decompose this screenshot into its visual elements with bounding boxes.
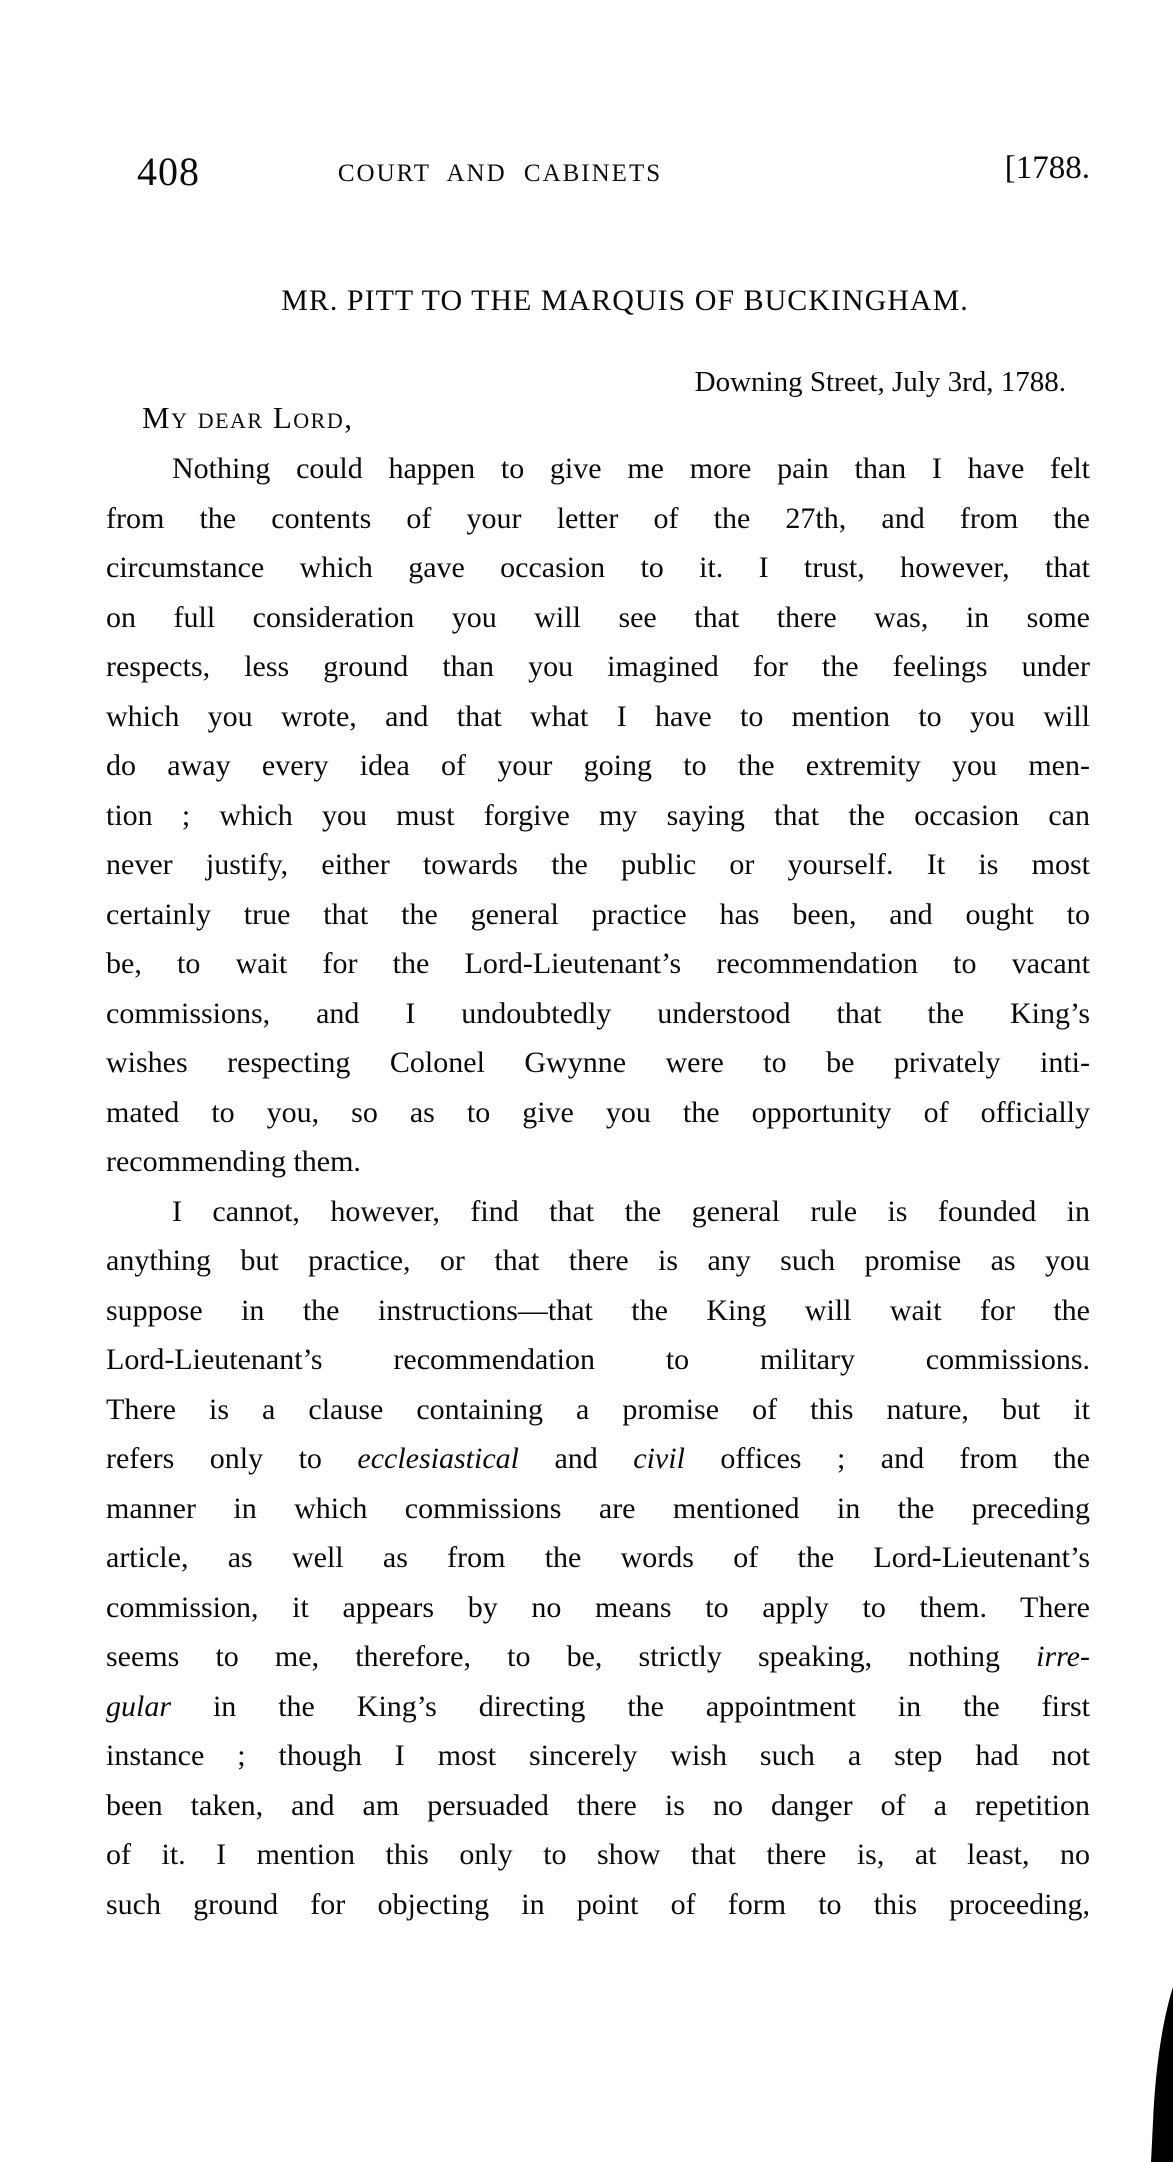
text-line: recommending them. bbox=[106, 1145, 361, 1178]
text-line: circumstance which gave occasion to it. I trust, however, that bbox=[106, 551, 1090, 584]
running-title: COURT AND CABINETS bbox=[337, 160, 663, 187]
text-line: commissions, and I undoubtedly understood that the King’s bbox=[106, 996, 1090, 1030]
year-marker: [1788. bbox=[1004, 150, 1090, 186]
text-line: suppose in the instructions—that the King will wait for the bbox=[106, 1293, 1090, 1327]
text-line: wishes respecting Colonel Gwynne were to be privately inti- bbox=[106, 1046, 1090, 1079]
text-line: do away every idea of your going to the extremity you men- bbox=[106, 749, 1090, 782]
page-number: 408 bbox=[137, 149, 200, 194]
letter-body bbox=[106, 444, 1090, 1929]
text-line: from the contents of your letter of the 27th, and from the bbox=[106, 501, 1090, 535]
text-line: Nothing could happen to give me more pain than I have felt bbox=[172, 452, 1090, 485]
text-line: been taken, and am persuaded there is no danger of a repetition bbox=[106, 1788, 1090, 1822]
text-line: instance ; though I most sincerely wish such a step had not bbox=[106, 1739, 1090, 1772]
text-line: commission, it appears by no means to apply to them. There bbox=[106, 1590, 1090, 1624]
text-line: which you wrote, and that what I have to mention to you will bbox=[106, 699, 1090, 733]
text-column bbox=[106, 0, 1090, 2162]
text-line: such ground for objecting in point of form to this proceeding, bbox=[106, 1887, 1090, 1921]
letter-dateline: Downing Street, July 3rd, 1788. bbox=[694, 366, 1066, 398]
text-line: never justify, either towards the public or yourself. It is most bbox=[106, 848, 1090, 881]
text-line: tion ; which you must forgive my saying that the occasion can bbox=[106, 798, 1090, 832]
text-line: on full consideration you will see that there was, in some bbox=[106, 600, 1090, 634]
letter-heading: MR. PITT TO THE MARQUIS OF BUCKINGHAM. bbox=[281, 284, 969, 317]
text-line: mated to you, so as to give you the opportunity of officially bbox=[106, 1095, 1090, 1129]
text-line: certainly true that the general practice has been, and ought to bbox=[106, 897, 1090, 931]
text-line: be, to wait for the Lord-Lieutenant’s recommendation to vacant bbox=[106, 947, 1090, 980]
text-line: article, as well as from the words of the Lord-Lieutenant’s bbox=[106, 1541, 1090, 1574]
text-line: Lord-Lieutenant’s recommendation to military commissions. bbox=[106, 1343, 1090, 1376]
text-line: anything but practice, or that there is any such promise as you bbox=[106, 1244, 1090, 1277]
text-line: seems to me, therefore, to be, strictly speaking, nothing irre- bbox=[106, 1640, 1090, 1673]
scan-smudge-corner bbox=[1133, 1987, 1173, 2162]
text-line: There is a clause containing a promise of this nature, but it bbox=[106, 1392, 1090, 1426]
text-line: refers only to ecclesiastical and civil offices ; and from the bbox=[106, 1442, 1090, 1475]
text-line: I cannot, however, find that the general rule is founded in bbox=[172, 1194, 1090, 1228]
text-line: gular in the King’s directing the appointment in the first bbox=[106, 1689, 1090, 1723]
letter-salutation: My dear Lord, bbox=[142, 400, 354, 435]
text-line: manner in which commissions are mentioned in the preceding bbox=[106, 1491, 1090, 1525]
text-line: of it. I mention this only to show that there is, at least, no bbox=[106, 1838, 1090, 1871]
text-line: respects, less ground than you imagined for the feelings under bbox=[106, 650, 1090, 683]
